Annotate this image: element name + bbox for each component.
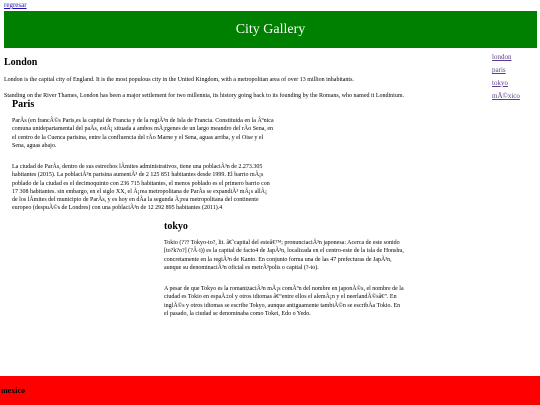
paris-paragraph-2: La ciudad de ParÃs, dentro de sus estrechos lÃmites administrativos, tiene una poblaciÃ³n de 2.273.305 habitantes (2015). La poblaciÃ³n parisina aumentÃ³ de 2 125 851 habitantes desde 1999. El barrio mÃ¡s poblado de la ciudad es el decimoquinto con 236 715 habitantes, el menos poblado es el primero barrio con 17 308 habitantes. sin embargo, en el siglo XX, el Ã¡rea metropolitana de ParÃs se expandiÃ³ mÃ¡s allÃ¡ de los lÃmites del municipio de ParÃs, y es hoy en dÃa la segunda Ã¡rea metropolitana del continente europeo (despuÃ©s de Londres) con una poblaciÃ³n de 12 292 895 habitantes (2011).4 — [12, 164, 270, 212]
london-paragraph-1: London is the capital city of England. It is the most populous city in the United Kingdom, with a metropolitan area of over 13 million inhabitants. — [4, 77, 354, 83]
sidebar-nav — [492, 53, 538, 105]
footer-text: mexico — [1, 386, 25, 395]
paris-paragraph-1: ParÃs (en francÃ©s Paris,es la capital de Francia y de la regiÃ³n de Isla de Francia. Constituida en la Ãºnica comuna unidepartamental del paÃs, estÃ¡ situada a ambos mÃ¡rgenes de un largo meandro del rÃo Sena, en el centro de la Cuenca parisina, entre la confluencia del rÃo Marne y el Sena, aguas arriba, y el Oise y el Sena, aguas abajo. — [12, 118, 274, 149]
footer-bar — [0, 376, 540, 405]
paris-heading: Paris — [12, 99, 35, 110]
sidebar-item-mexico[interactable]: mÃ©xico — [492, 92, 520, 100]
london-paragraph-2: Standing on the River Thames, London has been a major settlement for two millennia, its history going back to its founding by the Romans, who named it Londinium. — [4, 93, 404, 99]
london-heading: London — [4, 57, 38, 68]
header-bar — [4, 11, 537, 48]
sidebar-item-london[interactable]: london — [492, 53, 512, 61]
tokyo-paragraph-2: A pesar de que Tokyo es la romanizaciÃ³n mÃ¡s comÃºn del nombre en japonÃ©s, el nombre de la ciudad es Tokio en espaÃ±ol y otros idiomas â€“entre ellos el alemÃ¡n y el neerlandÃ©sâ€”. En inglÃ©s y otros idiomas se escribe Tokyo, aunque antiguamente tambiÃ©n se escribÃa Tokio. En el pasado, la ciudad se denominaba como Tokei, Edo o Yedo. — [164, 286, 404, 317]
sidebar-item-paris[interactable]: paris — [492, 66, 506, 74]
tokyo-heading: tokyo — [164, 221, 188, 232]
back-link[interactable]: regresar — [4, 1, 27, 9]
tokyo-paragraph-1: Tokio (??? Tokyo-to?, lit. â€˜capital del esteâ€™; pronunciaciÃ³n japonesa: Acerca de este sonido [to?k?o?] (?Â·i)) es la capital de facto4 de JapÃ³n, localizada en el centro-este de la isla de Honshu, concretamente en la regiÃ³n de Kanto. En conjunto forma una de las 47 prefecturas de JapÃ³n, aunque su denominaciÃ³n oficial es metrÃ³polis o capital (?-to). — [164, 240, 404, 271]
page-title: City Gallery — [235, 21, 306, 37]
sidebar-item-tokyo[interactable]: tokyo — [492, 79, 508, 87]
